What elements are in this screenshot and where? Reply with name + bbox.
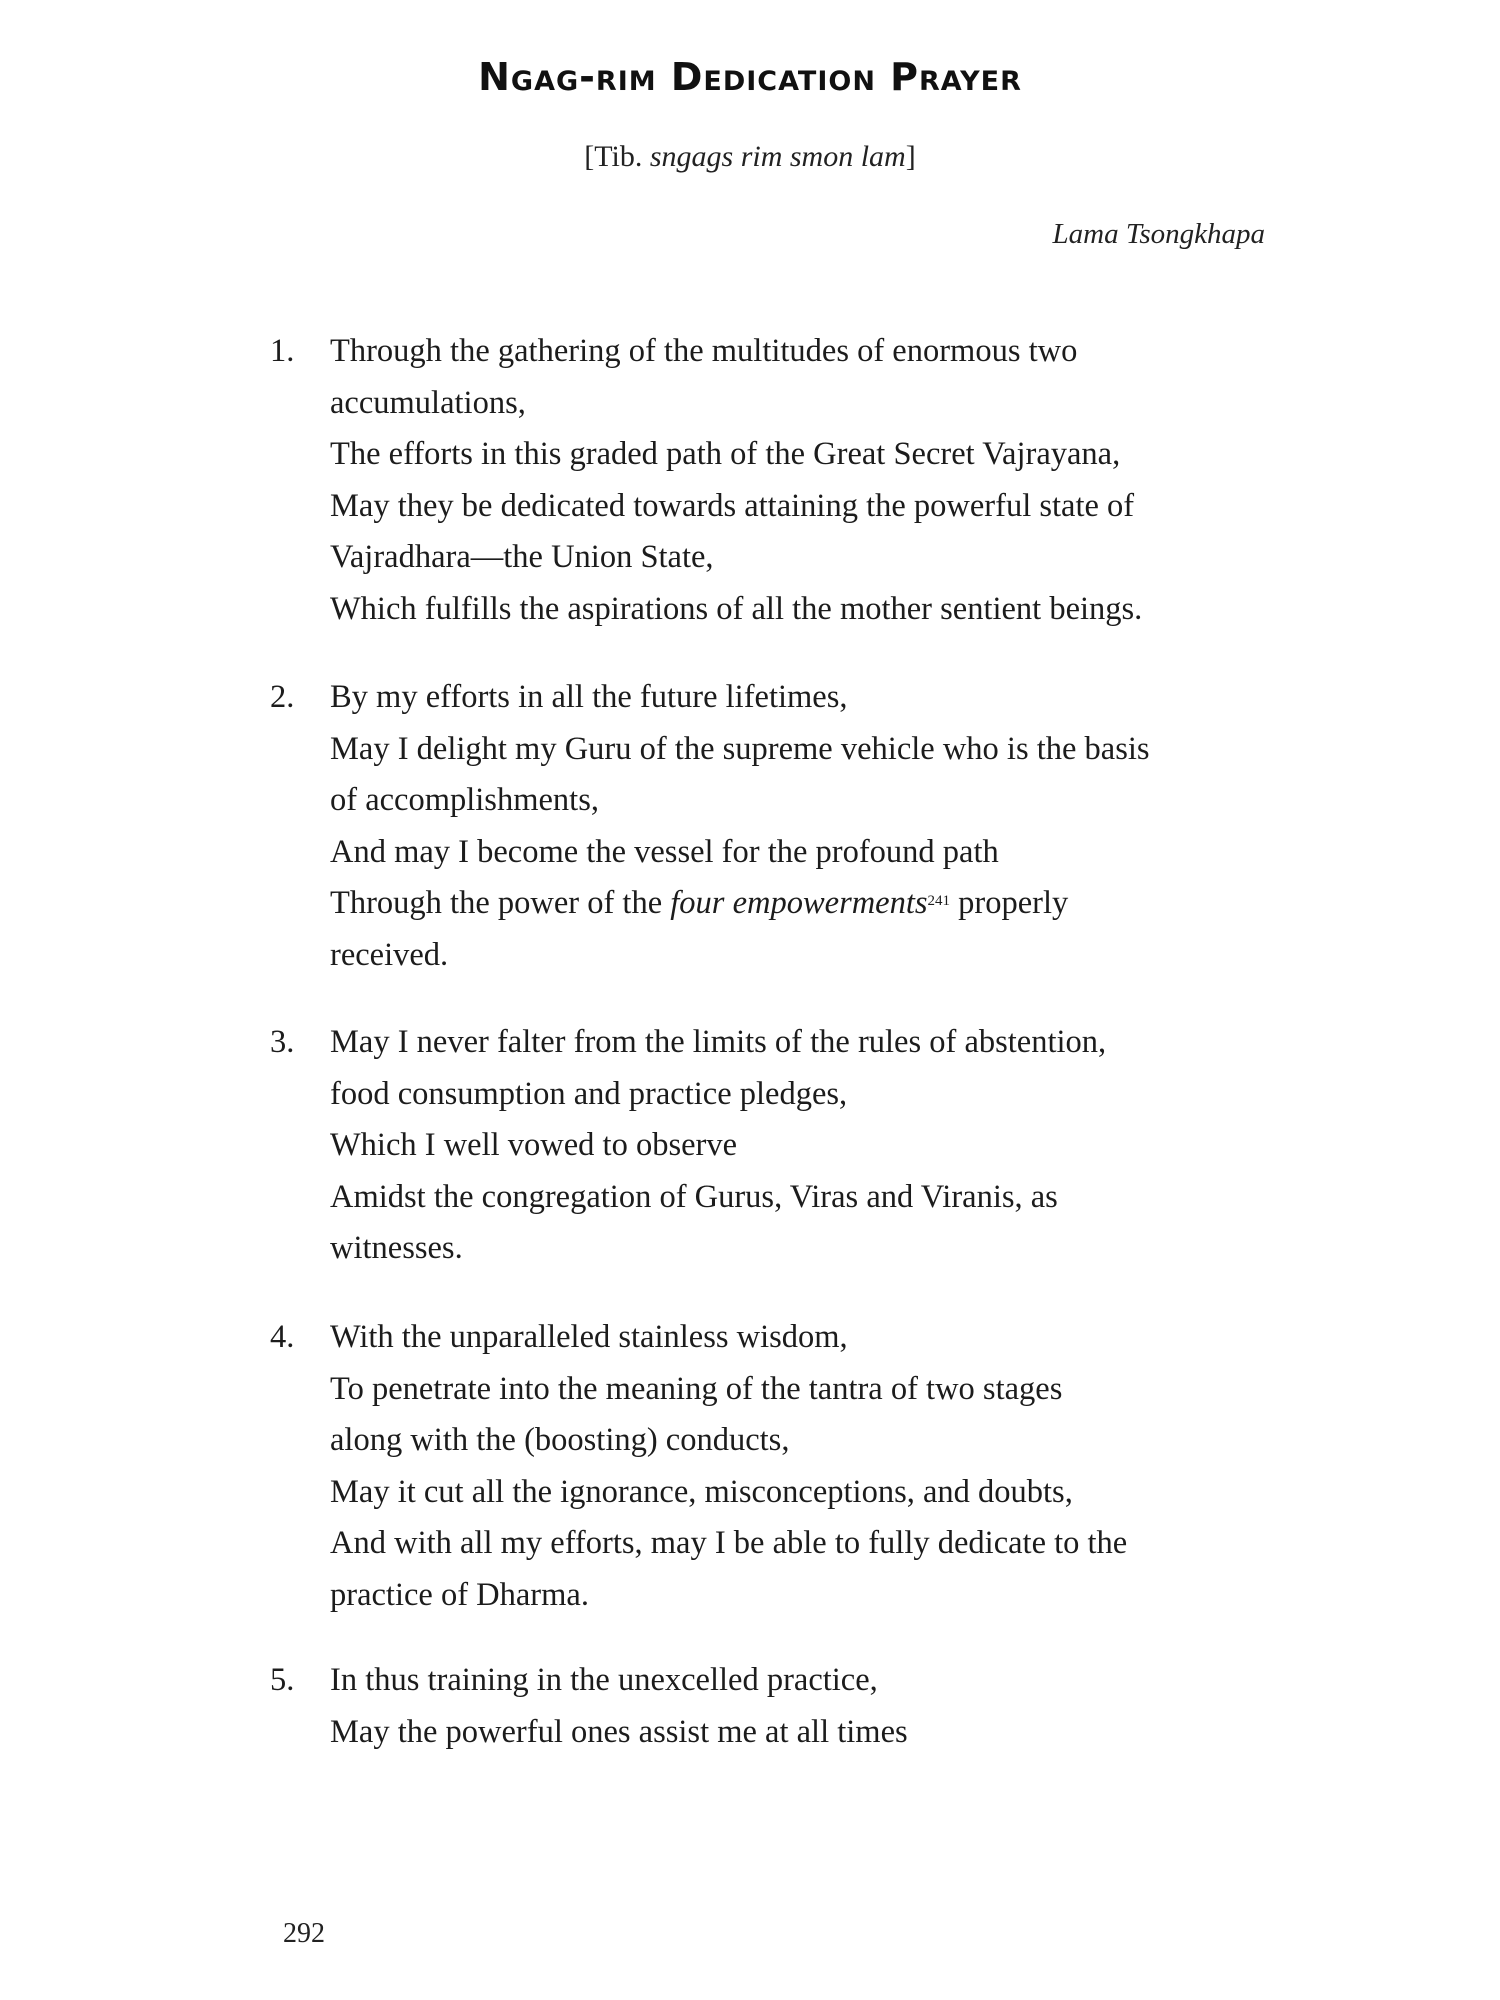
verse-line-with-footnote (330, 878, 1280, 930)
verse-line: of accomplishments, (330, 782, 599, 818)
subtitle-close: ] (905, 140, 916, 173)
stanza-5 (270, 1655, 1280, 1758)
stanza-4 (270, 1312, 1280, 1621)
stanza-3 (270, 1017, 1280, 1275)
verse-line: May it cut all the ignorance, misconceptions, and doubts, (330, 1473, 1073, 1510)
verse-line: And with all my efforts, may I be able to fully dedicate to the (330, 1525, 1128, 1561)
stanza-lines (330, 326, 1280, 635)
verse-line: With the unparalleled stainless wisdom, (330, 1319, 848, 1355)
verse-line: And may I become the vessel for the profound path (330, 833, 999, 870)
stanza-2 (270, 672, 1280, 981)
stanza-1 (270, 326, 1280, 635)
verse-line: In thus training in the unexcelled practice, (330, 1662, 878, 1698)
verse-line: By my efforts in all the future lifetimes, (330, 679, 848, 715)
stanza-number: 2. (270, 679, 295, 715)
verse-line: accumulations, (330, 384, 526, 421)
verse-line: May I delight my Guru of the supreme vehicle who is the basis (330, 730, 1150, 767)
italic-term: four empowerments (670, 885, 928, 921)
tibetan-subtitle (0, 140, 1500, 174)
stanza-number: 3. (270, 1024, 295, 1060)
verse-line: food consumption and practice pledges, (330, 1075, 848, 1112)
verse-line: May they be dedicated towards attaining the powerful state of (330, 487, 1135, 524)
stanza-number: 4. (270, 1319, 295, 1355)
subtitle-tibetan-title: sngags rim smon lam (649, 140, 906, 173)
stanza-number: 5. (270, 1662, 295, 1698)
verse-line: Through the gathering of the multitudes of enormous two (330, 333, 1078, 369)
verse-line: received. (330, 936, 449, 973)
verse-line: Which I well vowed to observe (330, 1127, 738, 1163)
verse-line: To penetrate into the meaning of the tantra of two stages (330, 1370, 1063, 1407)
verse-line: Which fulfills the aspirations of all the mother sentient beings. (330, 590, 1143, 627)
footnote-reference[interactable]: 241 (927, 893, 951, 909)
page-number: 292 (283, 1918, 325, 1949)
verse-line: Vajradhara—the Union State, (330, 539, 714, 575)
verse-text: Through the power of the (330, 885, 671, 921)
verse-line: The efforts in this graded path of the Great Secret Vajrayana, (330, 436, 1121, 472)
verse-line: along with the (boosting) conducts, (330, 1422, 790, 1458)
verse-line: May I never falter from the limits of the rules of abstention, (330, 1024, 1107, 1060)
verse-line: practice of Dharma. (330, 1576, 589, 1613)
subtitle-open: [Tib. (584, 140, 650, 173)
stanza-lines (330, 1312, 1280, 1621)
author-name: Lama Tsongkhapa (1052, 218, 1265, 250)
verse-line: May the powerful ones assist me at all times (330, 1713, 908, 1750)
stanza-number: 1. (270, 333, 295, 369)
stanza-lines (330, 672, 1280, 981)
stanza-lines (330, 1017, 1280, 1275)
verse-text: properly (950, 885, 1069, 921)
page-title: Ngag-rim Dedication Prayer (478, 55, 1022, 99)
verse-line: witnesses. (330, 1230, 463, 1266)
stanza-lines (330, 1655, 1280, 1758)
verse-line: Amidst the congregation of Gurus, Viras and Viranis, as (330, 1178, 1058, 1215)
